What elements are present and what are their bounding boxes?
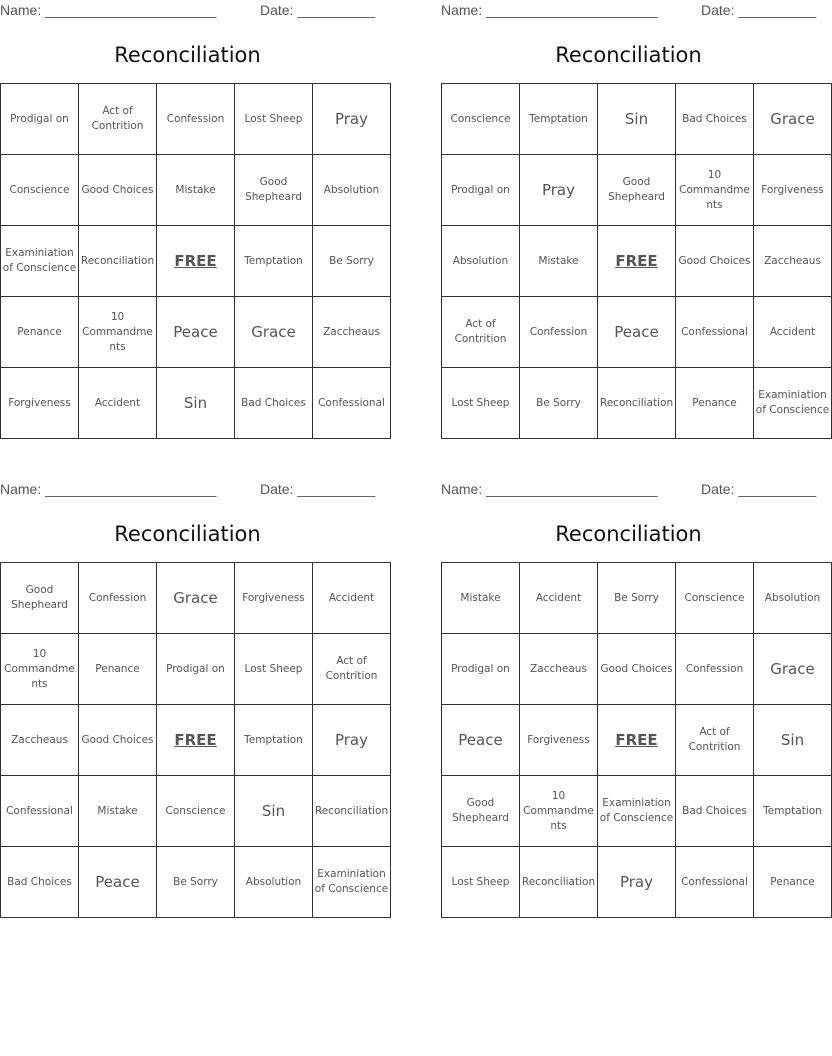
bingo-cell: Good Choices bbox=[676, 226, 754, 297]
bingo-grid bbox=[0, 83, 391, 439]
bingo-cell: Be Sorry bbox=[520, 368, 598, 439]
bingo-cell: Penance bbox=[79, 634, 157, 705]
bingo-cell: Good Shepheard bbox=[235, 155, 313, 226]
bingo-cell: Accident bbox=[313, 563, 391, 634]
bingo-cell: Zaccheaus bbox=[520, 634, 598, 705]
date-field[interactable]: Date: __________ bbox=[701, 481, 817, 497]
bingo-cell: Examiniation of Conscience bbox=[598, 776, 676, 847]
bingo-cell: Peace bbox=[79, 847, 157, 918]
bingo-row bbox=[1, 297, 391, 368]
bingo-cell: Bad Choices bbox=[676, 776, 754, 847]
card-title: Reconciliation bbox=[114, 522, 261, 546]
bingo-cell: Good Shepheard bbox=[598, 155, 676, 226]
bingo-cell: Peace bbox=[598, 297, 676, 368]
bingo-card-4 bbox=[441, 479, 822, 919]
bingo-cell: Peace bbox=[157, 297, 235, 368]
bingo-card-1 bbox=[0, 0, 385, 440]
bingo-cell: Bad Choices bbox=[235, 368, 313, 439]
bingo-cell: Pray bbox=[313, 84, 391, 155]
bingo-row bbox=[1, 84, 391, 155]
bingo-cell: Act of Contrition bbox=[79, 84, 157, 155]
date-field[interactable]: Date: __________ bbox=[260, 481, 376, 497]
bingo-cell: Grace bbox=[754, 634, 832, 705]
bingo-cell: Confession bbox=[79, 563, 157, 634]
bingo-row bbox=[1, 155, 391, 226]
bingo-cell: Forgiveness bbox=[1, 368, 79, 439]
bingo-cell: Examiniation of Conscience bbox=[754, 368, 832, 439]
bingo-cell: Mistake bbox=[442, 563, 520, 634]
free-square: FREE bbox=[598, 226, 676, 297]
bingo-cell: Bad Choices bbox=[676, 84, 754, 155]
bingo-cell: Sin bbox=[235, 776, 313, 847]
free-square: FREE bbox=[157, 705, 235, 776]
bingo-grid bbox=[0, 562, 391, 918]
bingo-cell: Accident bbox=[520, 563, 598, 634]
bingo-cell: Conscience bbox=[676, 563, 754, 634]
bingo-row bbox=[442, 847, 832, 918]
bingo-cell: Forgiveness bbox=[754, 155, 832, 226]
bingo-cell: Lost Sheep bbox=[235, 634, 313, 705]
name-field[interactable]: Name: ______________________ bbox=[441, 481, 658, 497]
bingo-cell: Conscience bbox=[1, 155, 79, 226]
bingo-cell: Be Sorry bbox=[598, 563, 676, 634]
name-field[interactable]: Name: ______________________ bbox=[0, 481, 217, 497]
bingo-card-3 bbox=[0, 479, 389, 919]
bingo-cell: Penance bbox=[754, 847, 832, 918]
bingo-cell: Lost Sheep bbox=[442, 368, 520, 439]
bingo-cell: Lost Sheep bbox=[442, 847, 520, 918]
free-square: FREE bbox=[598, 705, 676, 776]
card-title: Reconciliation bbox=[555, 43, 702, 67]
bingo-grid bbox=[441, 83, 832, 439]
bingo-row bbox=[442, 634, 832, 705]
bingo-cell: Accident bbox=[79, 368, 157, 439]
bingo-cell: Pray bbox=[598, 847, 676, 918]
bingo-cell: Conscience bbox=[157, 776, 235, 847]
bingo-cell: Pray bbox=[313, 705, 391, 776]
bingo-cell: Prodigal on bbox=[1, 84, 79, 155]
bingo-cell: Grace bbox=[235, 297, 313, 368]
bingo-cell: Sin bbox=[754, 705, 832, 776]
bingo-cell: Examiniation of Conscience bbox=[1, 226, 79, 297]
bingo-row bbox=[1, 226, 391, 297]
bingo-cell: Act of Contrition bbox=[442, 297, 520, 368]
bingo-cell: Temptation bbox=[235, 705, 313, 776]
bingo-cell: Mistake bbox=[157, 155, 235, 226]
card-title: Reconciliation bbox=[114, 43, 261, 67]
bingo-row bbox=[442, 226, 832, 297]
bingo-cell: Conscience bbox=[442, 84, 520, 155]
bingo-cell: Penance bbox=[676, 368, 754, 439]
bingo-cell: Prodigal on bbox=[157, 634, 235, 705]
bingo-cell: Sin bbox=[598, 84, 676, 155]
name-field[interactable]: Name: ______________________ bbox=[0, 2, 217, 18]
bingo-cell: Absolution bbox=[754, 563, 832, 634]
bingo-cell: 10 Commandments bbox=[79, 297, 157, 368]
bingo-cell: Good Choices bbox=[79, 705, 157, 776]
bingo-cell: Grace bbox=[157, 563, 235, 634]
bingo-row bbox=[1, 563, 391, 634]
bingo-cell: Peace bbox=[442, 705, 520, 776]
bingo-cell: Examiniation of Conscience bbox=[313, 847, 391, 918]
bingo-row bbox=[1, 368, 391, 439]
bingo-cell: Good Choices bbox=[598, 634, 676, 705]
bingo-cell: Penance bbox=[1, 297, 79, 368]
bingo-cell: Confessional bbox=[313, 368, 391, 439]
bingo-cell: Mistake bbox=[520, 226, 598, 297]
bingo-cell: Forgiveness bbox=[235, 563, 313, 634]
bingo-cell: Pray bbox=[520, 155, 598, 226]
bingo-cell: Grace bbox=[754, 84, 832, 155]
bingo-cell: Be Sorry bbox=[157, 847, 235, 918]
bingo-cell: Zaccheaus bbox=[754, 226, 832, 297]
bingo-cell: 10 Commandments bbox=[1, 634, 79, 705]
bingo-grid bbox=[441, 562, 832, 918]
bingo-row bbox=[442, 705, 832, 776]
bingo-cell: Confession bbox=[157, 84, 235, 155]
name-field[interactable]: Name: ______________________ bbox=[441, 2, 658, 18]
bingo-cell: Act of Contrition bbox=[676, 705, 754, 776]
bingo-row bbox=[1, 847, 391, 918]
bingo-row bbox=[1, 634, 391, 705]
bingo-cell: Absolution bbox=[313, 155, 391, 226]
bingo-cell: 10 Commandments bbox=[520, 776, 598, 847]
bingo-cell: Prodigal on bbox=[442, 634, 520, 705]
bingo-cell: Confession bbox=[676, 634, 754, 705]
bingo-cell: Act of Contrition bbox=[313, 634, 391, 705]
bingo-cell: Reconciliation bbox=[313, 776, 391, 847]
bingo-cell: Zaccheaus bbox=[313, 297, 391, 368]
bingo-cell: Confession bbox=[520, 297, 598, 368]
bingo-cell: 10 Commandments bbox=[676, 155, 754, 226]
bingo-cell: Bad Choices bbox=[1, 847, 79, 918]
free-square: FREE bbox=[157, 226, 235, 297]
bingo-cell: Temptation bbox=[754, 776, 832, 847]
bingo-cell: Sin bbox=[157, 368, 235, 439]
bingo-cell: Confessional bbox=[676, 297, 754, 368]
bingo-row bbox=[442, 155, 832, 226]
bingo-cell: Lost Sheep bbox=[235, 84, 313, 155]
card-title: Reconciliation bbox=[555, 522, 702, 546]
bingo-cell: Absolution bbox=[235, 847, 313, 918]
bingo-cell: Confessional bbox=[1, 776, 79, 847]
bingo-card-2 bbox=[441, 0, 830, 440]
bingo-cell: Be Sorry bbox=[313, 226, 391, 297]
bingo-row bbox=[1, 776, 391, 847]
bingo-cell: Accident bbox=[754, 297, 832, 368]
bingo-cell: Zaccheaus bbox=[1, 705, 79, 776]
bingo-cell: Reconciliation bbox=[79, 226, 157, 297]
bingo-cell: Confessional bbox=[676, 847, 754, 918]
bingo-cell: Reconciliation bbox=[520, 847, 598, 918]
date-field[interactable]: Date: __________ bbox=[701, 2, 817, 18]
bingo-row bbox=[442, 563, 832, 634]
bingo-row bbox=[442, 776, 832, 847]
bingo-cell: Mistake bbox=[79, 776, 157, 847]
bingo-row bbox=[1, 705, 391, 776]
bingo-cell: Absolution bbox=[442, 226, 520, 297]
bingo-row bbox=[442, 297, 832, 368]
bingo-row bbox=[442, 84, 832, 155]
bingo-cell: Good Shepheard bbox=[442, 776, 520, 847]
date-field[interactable]: Date: __________ bbox=[260, 2, 376, 18]
bingo-cell: Temptation bbox=[520, 84, 598, 155]
bingo-cell: Reconciliation bbox=[598, 368, 676, 439]
bingo-cell: Temptation bbox=[235, 226, 313, 297]
bingo-cell: Prodigal on bbox=[442, 155, 520, 226]
bingo-cell: Good Shepheard bbox=[1, 563, 79, 634]
bingo-row bbox=[442, 368, 832, 439]
bingo-cell: Forgiveness bbox=[520, 705, 598, 776]
bingo-cell: Good Choices bbox=[79, 155, 157, 226]
